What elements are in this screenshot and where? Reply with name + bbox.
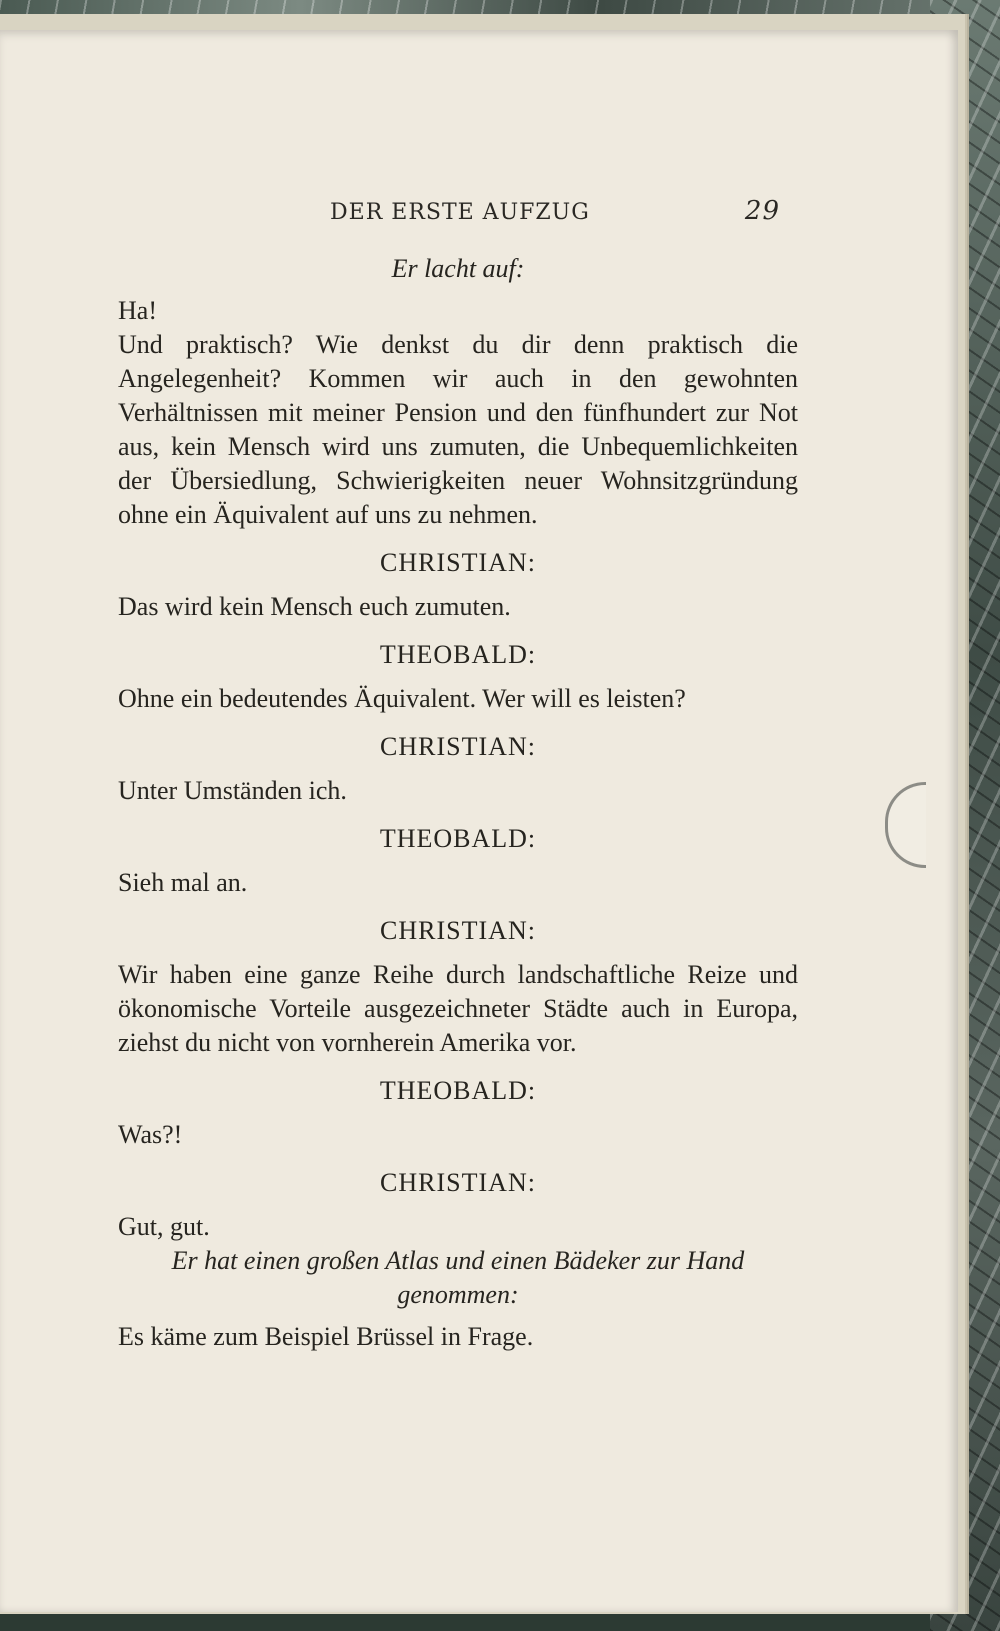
speaker-name: CHRISTIAN: (380, 1168, 536, 1197)
chapter-title: DER ERSTE AUFZUG (330, 200, 590, 225)
dialogue-line: Gut, gut. (118, 1212, 210, 1241)
paper-clip (885, 782, 926, 868)
dialogue-paragraph: Und praktisch? Wie denkst du dir denn praktisch die Angelegenheit? Kommen wir auch in den gewohnten Verhältnissen mit meiner Pension und den fünfhundert zur Not aus, kein Mensch wird uns zumuten, die Unbequemlichkeiten der Übersiedlung, Schwierigkeiten neuer Wohnsitzgründung ohne ein Äquivalent auf uns zu nehmen. (118, 330, 798, 529)
play-text (118, 252, 798, 1362)
dialogue-line: Unter Umständen ich. (118, 776, 347, 805)
speaker-name: CHRISTIAN: (380, 916, 536, 945)
dialogue-line: Es käme zum Beispiel Brüssel in Frage. (118, 1322, 534, 1351)
stage-direction: Er hat einen großen Atlas und einen Bädeker zur Hand genommen: (171, 1246, 745, 1309)
dialogue-paragraph: Wir haben eine ganze Reihe durch landschaftliche Reize und ökonomische Vorteile ausgezeichneter Städte auch in Europa, ziehst du nicht von vornherein Amerika vor. (118, 960, 798, 1057)
stage-direction: Er lacht auf: (391, 254, 525, 283)
speaker-name: THEOBALD: (379, 640, 537, 669)
page-number: 29 (744, 196, 780, 226)
speaker-name: CHRISTIAN: (380, 732, 536, 761)
dialogue-line: Ohne ein bedeutendes Äquivalent. Wer will es leisten? (118, 684, 686, 713)
dialogue-line: Ha! (118, 296, 157, 325)
speaker-name: THEOBALD: (379, 824, 537, 853)
dialogue-line: Das wird kein Mensch euch zumuten. (118, 592, 511, 621)
speaker-name: THEOBALD: (379, 1076, 537, 1105)
dialogue-line: Was?! (118, 1120, 183, 1149)
speaker-name: CHRISTIAN: (380, 548, 536, 577)
dialogue-line: Sieh mal an. (118, 868, 248, 897)
